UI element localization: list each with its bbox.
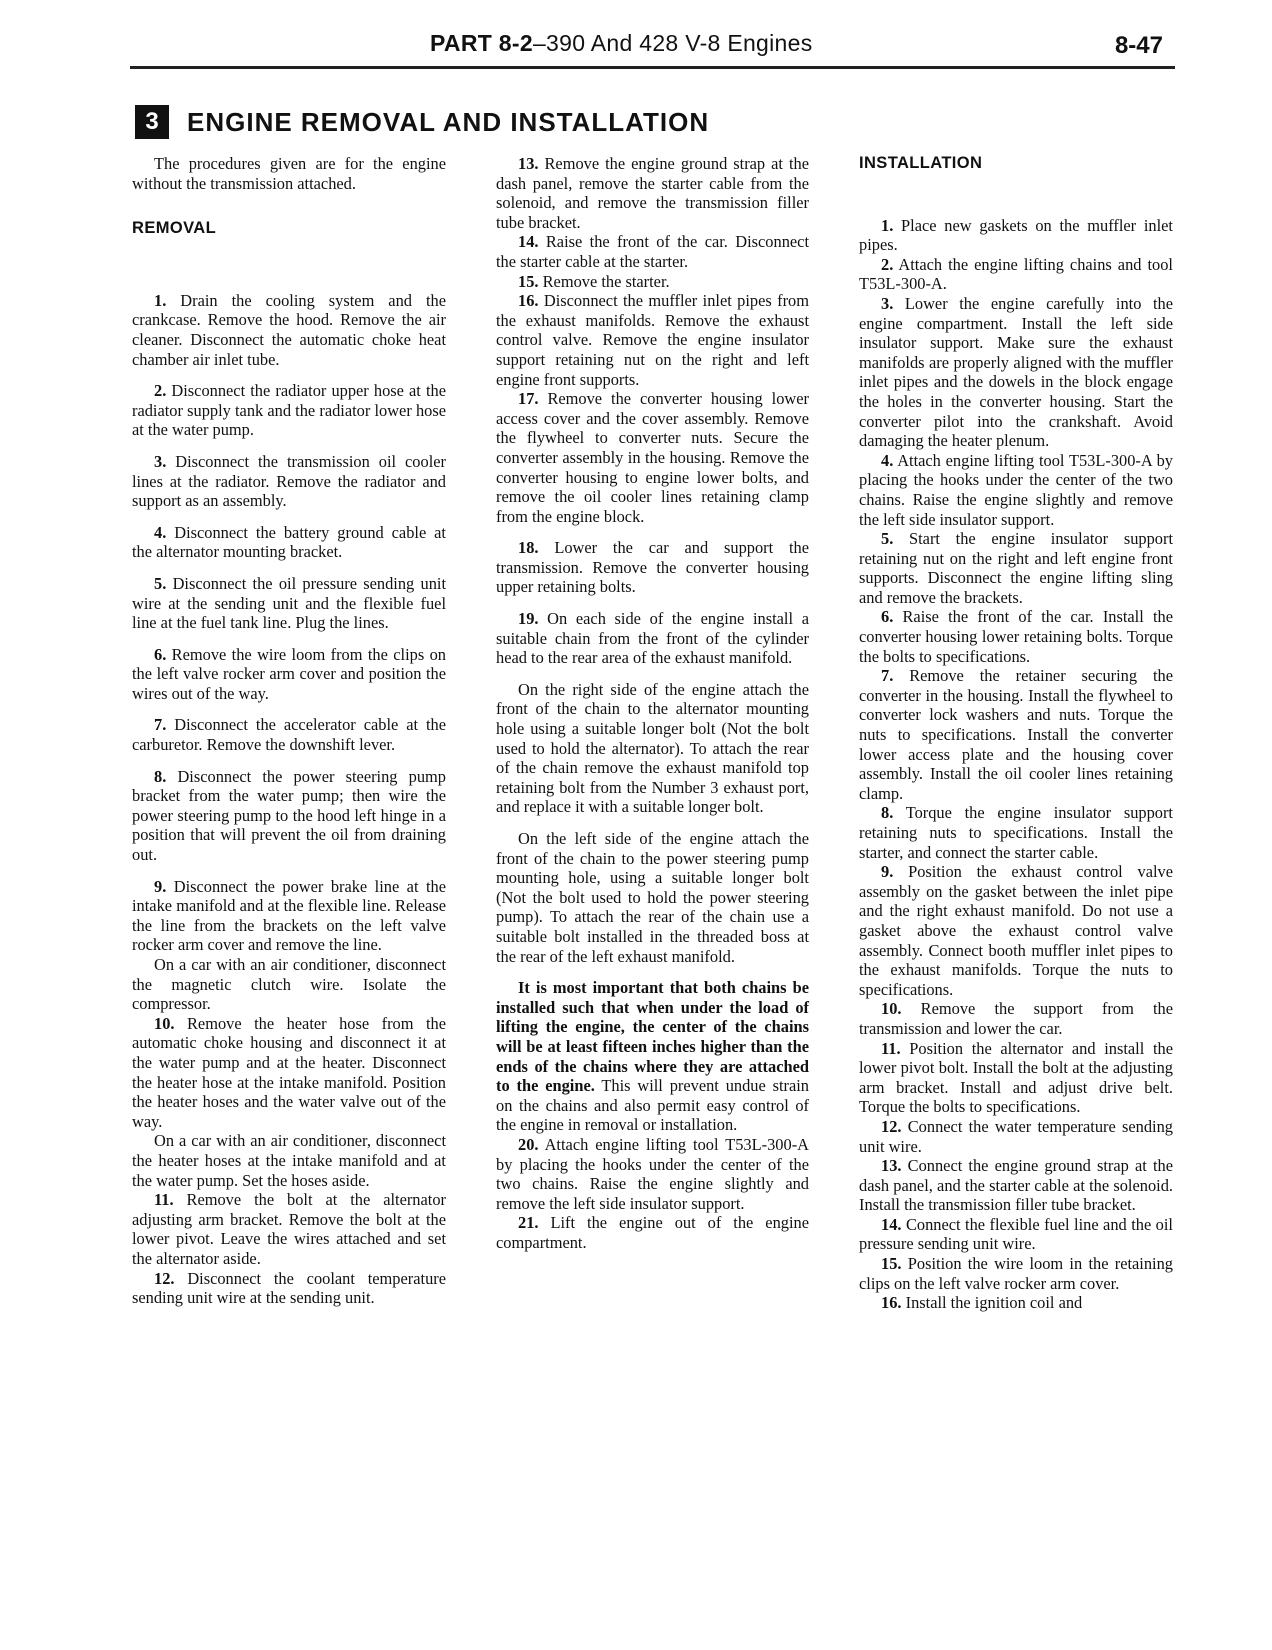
installation-step: 4. Attach engine lifting tool T53L-300-A by placing the hooks under the center of the two chains. Raise the engine slightly and remove the left side insulator support. [859,450,1173,529]
removal-note: On a car with an air conditioner, disconnect the heater hoses at the intake manifold and at the water pump. Set the hoses aside. [132,1131,446,1190]
installation-step: 10. Remove the support from the transmission and lower the car. [859,999,1174,1038]
installation-step: 8. Torque the engine insulator support retaining nuts to specifications. Install the starter, and connect the starter cable. [859,803,1173,862]
removal-step: 2. Disconnect the radiator upper hose at the radiator supply tank and the radiator lower hose at the water pump. [132,381,446,440]
section-heading [135,104,709,140]
installation-step: 6. Raise the front of the car. Install the converter housing lower retaining bolts. Torque the bolts to specifications. [859,607,1173,666]
installation-step: 13. Connect the engine ground strap at the dash panel, and the starter cable at the solenoid. Install the transmission filler tube bracket. [859,1156,1173,1215]
column-2 [496,154,809,1252]
page-number: 8-47 [1114,32,1163,59]
removal-note: On the right side of the engine attach the front of the chain to the alternator mounting hole using a suitable longer bolt (Not the bolt used to hold the alternator). To attach the rear of the chain remove the exhaust manifold top retaining bolt from the Number 3 exhaust port, and replace it with a suitable longer bolt. [496,679,809,817]
installation-step: 1. Place new gaskets on the muffler inlet pipes. [859,215,1173,255]
removal-step: 6. Remove the wire loom from the clips on the left valve rocker arm cover and position the wires out of the way. [132,644,446,703]
removal-step: 21. Lift the engine out of the engine compartment. [496,1213,809,1252]
removal-step: 4. Disconnect the battery ground cable at the alternator mounting bracket. [132,522,446,562]
removal-step: 15. Remove the starter. [518,271,670,291]
removal-warning: It is most important that both chains be installed such that when under the load of lifting the engine, the center of the chains will be at least fifteen inches higher than the ends of the chains where they are attached to the engine. This will prevent undue strain on the chains and also permit easy control of the engine in removal or installation. [496,978,810,1135]
installation-step: 14. Connect the flexible fuel line and the oil pressure sending unit wire. [859,1214,1173,1254]
section-title: ENGINE REMOVAL AND INSTALLATION [187,106,710,137]
removal-step: 13. Remove the engine ground strap at the dash panel, remove the starter cable from the solenoid, and remove the transmission filler tube bracket. [496,154,809,232]
installation-step: 7. Remove the retainer securing the converter in the housing. Install the flywheel to converter lock washers and nuts. Torque the nuts to specifications. Install the converter lower access plate and the housing cover assembly. Install the oil cooler lines retaining clamp. [859,666,1173,803]
removal-note: On the left side of the engine attach the front of the chain to the power steering pump mounting hole, using a suitable longer bolt (Not the bolt used to hold the power steering pump). To attach the rear of the chain use a suitable bolt installed in the threaded boss at the rear of the left exhaust manifold. [496,829,809,966]
removal-step: 18. Lower the car and support the transmission. Remove the converter housing upper retaining bolts. [496,538,809,597]
installation-step: 9. Position the exhaust control valve assembly on the gasket between the inlet pipe and the right exhaust manifold. Do not use a gasket above the exhaust control valve assembly. Connect booth muffler inlet pipes to the exhaust manifolds. Torque the nuts to specifications. [859,862,1173,999]
removal-step: 14. Raise the front of the car. Disconnect the starter cable at the starter. [496,232,809,271]
installation-heading: INSTALLATION [859,154,983,172]
removal-step: 12. Disconnect the coolant temperature sending unit wire at the sending unit. [132,1268,446,1308]
column-3 [859,154,1173,1313]
page-header [130,30,1175,69]
removal-step: 11. Remove the bolt at the alternator adjusting arm bracket. Remove the bolt at the lower pivot. Leave the wires attached and set the alternator aside. [132,1190,446,1268]
removal-step: 17. Remove the converter housing lower access cover and the cover assembly. Remove the flywheel to converter nuts. Secure the converter assembly in the housing. Remove the converter housing to engine lower bolts, and remove the oil cooler lines retaining clamp from the engine block. [496,389,809,526]
installation-step: 2. Attach the engine lifting chains and tool T53L-300-A. [859,254,1173,294]
removal-heading: REMOVAL [132,219,217,238]
removal-step: 16. Disconnect the muffler inlet pipes from the exhaust manifolds. Remove the exhaust control valve. Remove the engine insulator support retaining nut on the right and left engine front supports. [496,291,809,389]
installation-step: 16. Install the ignition coil and [881,1293,1083,1313]
installation-step: 5. Start the engine insulator support retaining nut on the right and left engine front supports. Disconnect the engine lifting sling and remove the brackets. [859,529,1173,607]
column-1 [132,154,446,1308]
removal-step: 1. Drain the cooling system and the crankcase. Remove the hood. Remove the air cleaner. Disconnect the automatic choke heat chamber air inlet tube. [132,290,446,369]
installation-step: 11. Position the alternator and install the lower pivot bolt. Install the bolt at the adjusting arm bracket. Install and adjust drive belt. Torque the bolts to specifications. [859,1038,1173,1117]
removal-step: 20. Attach engine lifting tool T53L-300-A by placing the hooks under the center of the two chains. Raise the engine slightly and remove the left side insulator support. [496,1134,809,1213]
section-number-badge: 3 [135,105,169,139]
removal-note: On a car with an air conditioner, disconnect the magnetic clutch wire. Isolate the compressor. [132,955,446,1014]
installation-step: 12. Connect the water temperature sending unit wire. [859,1116,1173,1156]
removal-step: 8. Disconnect the power steering pump bracket from the water pump; then wire the power steering pump to the hood left hinge in a position that will prevent the oil from draining out. [132,766,446,865]
removal-steps-col1 [132,291,446,1308]
installation-step: 15. Position the wire loom in the retaining clips on the left valve rocker arm cover. [859,1254,1173,1293]
removal-step: 19. On each side of the engine install a suitable chain from the front of the cylinder head to the rear area of the exhaust manifold. [496,609,809,668]
removal-step: 9. Disconnect the power brake line at the intake manifold and at the flexible line. Release the line from the brackets on the left valve rocker arm cover and remove the line. [132,876,446,955]
page-title: PART 8-2–390 And 428 V-8 Engines [430,30,813,56]
removal-step: 7. Disconnect the accelerator cable at the carburetor. Remove the downshift lever. [132,715,446,755]
intro-paragraph: The procedures given are for the engine without the transmission attached. [132,154,446,193]
removal-step: 10. Remove the heater hose from the automatic choke housing and disconnect it at the water pump and at the heater. Disconnect the heater hose at the intake manifold. Position the heater hoses and the water valve out of the way. [132,1013,446,1131]
removal-step: 5. Disconnect the oil pressure sending unit wire at the sending unit and the flexible fuel line at the fuel tank line. Plug the lines. [132,573,446,633]
installation-step: 3. Lower the engine carefully into the engine compartment. Install the left side insulator support. Make sure the exhaust manifolds are properly aligned with the muffler inlet pipes and the dowels in the block engage the holes in the converter housing. Start the converter pilot into the crankshaft. Avoid damaging the heater plenum. [859,293,1173,451]
removal-step: 3. Disconnect the transmission oil cooler lines at the radiator. Remove the radiator and support as an assembly. [132,451,446,511]
